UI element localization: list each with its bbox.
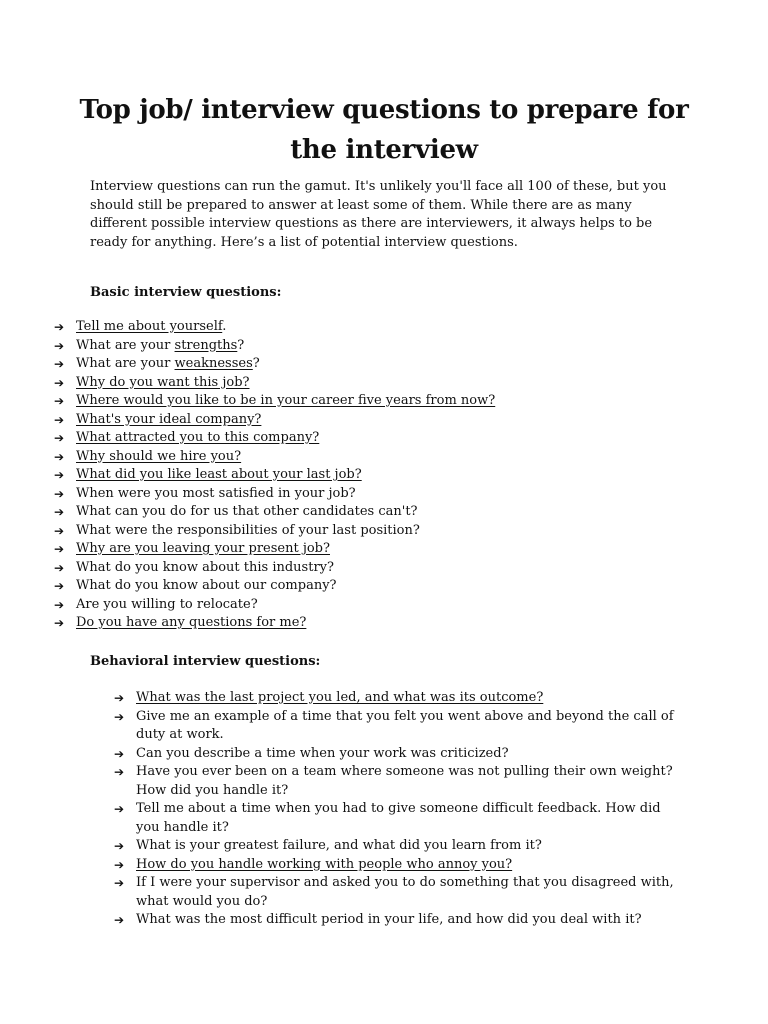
list-item <box>54 559 696 578</box>
question-text <box>136 875 674 909</box>
list-item <box>54 355 696 374</box>
list-item <box>114 837 682 856</box>
arrow-bullet-icon: ➔ <box>54 505 65 519</box>
question-link[interactable]: Where would you like to be in your career five years from now? <box>76 393 496 408</box>
arrow-bullet-icon: ➔ <box>54 449 65 464</box>
list-item <box>54 429 696 448</box>
list-item <box>54 318 696 337</box>
arrow-bullet-icon: ➔ <box>54 468 65 482</box>
list-item <box>54 466 696 485</box>
arrow-bullet-icon: ➔ <box>54 597 65 612</box>
question-plain-text: If I were your supervisor and asked you to do something that you disagreed with, what would you do? <box>136 875 674 909</box>
question-text <box>136 801 661 835</box>
question-plain-text: What do you know about our company? <box>76 578 337 593</box>
question-text <box>76 523 420 538</box>
question-plain-text: When were you most satisfied in your job? <box>76 485 356 501</box>
question-text-after-link: ? <box>252 356 260 371</box>
question-link[interactable]: Why do you want this job? <box>76 374 250 390</box>
page-title: Top job/ interview questions to prepare for the interview <box>79 95 689 165</box>
question-link[interactable]: strengths <box>174 337 238 353</box>
question-plain-text: Can you describe a time when your work was criticized? <box>136 745 509 761</box>
list-item <box>114 708 682 745</box>
list-item <box>114 745 682 764</box>
question-text-before-link: What are your <box>76 337 175 353</box>
question-text <box>76 375 249 390</box>
arrow-bullet-icon: ➔ <box>114 691 125 705</box>
list-item <box>54 503 696 522</box>
arrow-bullet-icon: ➔ <box>114 765 125 779</box>
arrow-bullet-icon: ➔ <box>114 857 125 872</box>
list-item <box>54 392 696 411</box>
question-text <box>136 912 642 927</box>
arrow-bullet-icon: ➔ <box>114 709 125 724</box>
question-text <box>76 319 226 334</box>
arrow-bullet-icon: ➔ <box>54 431 65 445</box>
list-item <box>54 485 696 504</box>
arrow-bullet-icon: ➔ <box>114 746 125 761</box>
arrow-bullet-icon: ➔ <box>54 486 65 501</box>
question-text <box>76 467 362 482</box>
question-text-after-link: ? <box>237 337 245 353</box>
question-text <box>76 356 260 371</box>
question-link[interactable]: What did you like least about your last job? <box>76 467 362 482</box>
list-item <box>54 540 696 559</box>
question-link[interactable]: What was the last project you led, and what was its outcome? <box>136 690 544 705</box>
question-text <box>136 709 674 743</box>
question-text <box>136 690 543 705</box>
question-plain-text: What is your greatest failure, and what did you learn from it? <box>136 838 542 853</box>
question-text-before-link: What are your <box>76 356 175 371</box>
question-plain-text: Give me an example of a time that you felt you went above and beyond the call of duty at work. <box>136 708 674 742</box>
question-plain-text: Tell me about a time when you had to give someone difficult feedback. How did you handle it? <box>136 801 661 835</box>
question-plain-text: What was the most difficult period in your life, and how did you deal with it? <box>136 912 642 927</box>
intro-paragraph: Interview questions can run the gamut. It's unlikely you'll face all 100 of these, but you should still be prepared to answer at least some of them. While there are as many different possible interview questions as there are interviewers, it always helps to be ready for anything. Here’s a list of potential interview questions. <box>90 179 667 250</box>
list-item <box>54 577 696 596</box>
arrow-bullet-icon: ➔ <box>114 802 125 816</box>
list-item <box>114 911 682 930</box>
behavioral-questions-heading: Behavioral interview questions: <box>90 654 321 669</box>
question-link[interactable]: Do you have any questions for me? <box>76 615 307 630</box>
question-text <box>76 449 241 464</box>
question-text <box>136 746 509 761</box>
list-item <box>54 596 696 615</box>
arrow-bullet-icon: ➔ <box>114 839 125 853</box>
arrow-bullet-icon: ➔ <box>54 338 65 353</box>
question-link[interactable]: weaknesses <box>174 356 253 371</box>
arrow-bullet-icon: ➔ <box>54 560 65 575</box>
question-text <box>76 560 334 575</box>
question-link[interactable]: Tell me about yourself <box>76 319 223 334</box>
question-text <box>76 615 306 630</box>
behavioral-questions-list <box>114 689 682 930</box>
question-plain-text: Have you ever been on a team where someone was not pulling their own weight? How did you handle it? <box>136 764 673 798</box>
list-item <box>54 411 696 430</box>
question-text <box>76 430 319 445</box>
question-text <box>136 764 673 798</box>
question-text <box>76 393 495 408</box>
question-link[interactable]: Why should we hire you? <box>76 448 242 464</box>
question-text <box>76 504 418 519</box>
question-text <box>76 597 258 612</box>
arrow-bullet-icon: ➔ <box>54 579 65 593</box>
list-item <box>114 874 682 911</box>
question-text-after-link: . <box>222 319 227 334</box>
list-item <box>54 614 696 633</box>
arrow-bullet-icon: ➔ <box>114 876 125 890</box>
question-text <box>76 486 356 501</box>
question-text <box>76 578 337 593</box>
list-item <box>54 374 696 393</box>
list-item <box>54 337 696 356</box>
question-text <box>136 857 512 872</box>
list-item <box>114 800 682 837</box>
list-item <box>114 689 682 708</box>
arrow-bullet-icon: ➔ <box>54 357 65 371</box>
question-plain-text: What were the responsibilities of your last position? <box>76 522 420 538</box>
question-link[interactable]: Why are you leaving your present job? <box>76 541 330 556</box>
arrow-bullet-icon: ➔ <box>54 375 65 390</box>
arrow-bullet-icon: ➔ <box>54 320 65 334</box>
question-text <box>76 412 261 427</box>
list-item <box>54 522 696 541</box>
question-link[interactable]: What's your ideal company? <box>76 411 262 427</box>
question-text <box>136 838 542 853</box>
list-item <box>54 448 696 467</box>
question-plain-text: What do you know about this industry? <box>76 559 334 575</box>
arrow-bullet-icon: ➔ <box>54 542 65 556</box>
question-plain-text: Are you willing to relocate? <box>76 596 258 612</box>
arrow-bullet-icon: ➔ <box>54 394 65 408</box>
list-item <box>114 763 682 800</box>
question-text <box>76 338 244 353</box>
arrow-bullet-icon: ➔ <box>54 523 65 538</box>
question-link[interactable]: How do you handle working with people who annoy you? <box>136 856 513 872</box>
question-link[interactable]: What attracted you to this company? <box>76 430 320 445</box>
arrow-bullet-icon: ➔ <box>54 616 65 630</box>
arrow-bullet-icon: ➔ <box>54 412 65 427</box>
question-plain-text: What can you do for us that other candidates can't? <box>76 504 418 519</box>
arrow-bullet-icon: ➔ <box>114 913 125 927</box>
basic-questions-list <box>54 318 696 633</box>
basic-questions-heading: Basic interview questions: <box>90 285 282 300</box>
question-text <box>76 541 330 556</box>
list-item <box>114 856 682 875</box>
